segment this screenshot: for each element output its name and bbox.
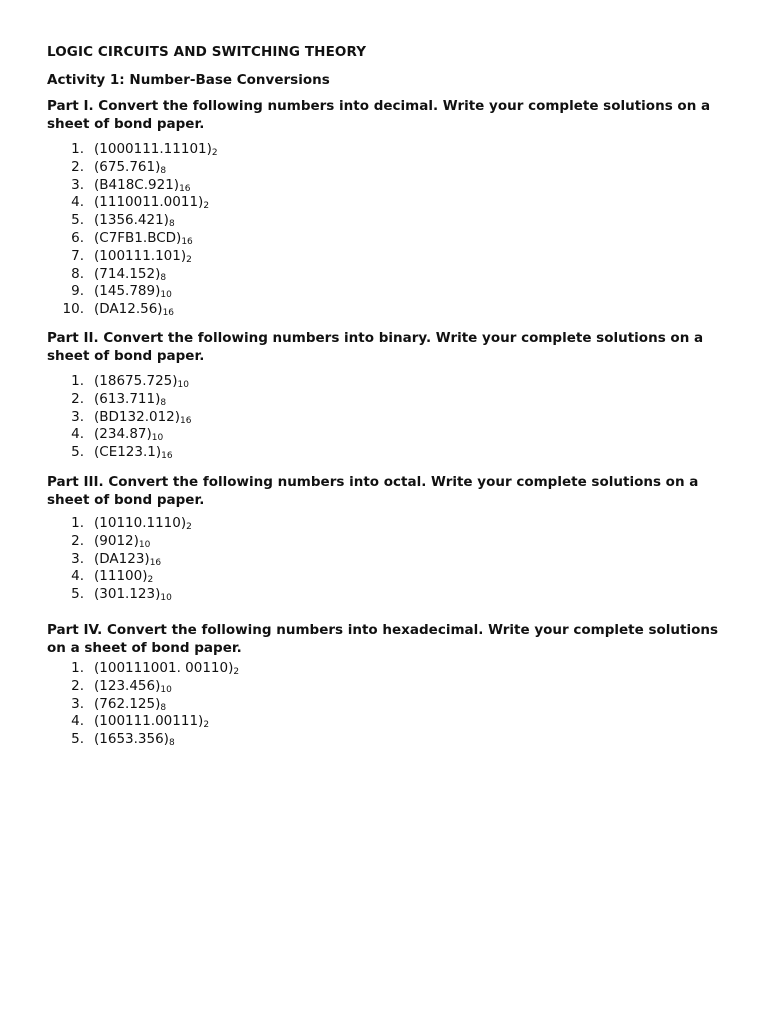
list-item <box>47 586 737 604</box>
list-item <box>47 426 737 444</box>
item-base: 2 <box>203 201 210 212</box>
item-number: 2. <box>71 158 84 175</box>
item-base: 8 <box>160 272 167 283</box>
item-base: 10 <box>177 380 189 390</box>
item-value: (301.123) <box>94 586 161 603</box>
item-value: (234.87) <box>94 426 152 443</box>
part-1-heading: Part I. Convert the following numbers into decimal. Write your complete solutions on a sheet of bond paper. <box>47 98 711 132</box>
item-value: (100111001. 00110) <box>94 660 234 676</box>
item-value: (1653.356) <box>94 731 169 748</box>
list-item <box>47 713 737 731</box>
item-value: (100111.00111) <box>94 713 204 730</box>
item-base: 2 <box>147 575 154 586</box>
item-number: 5. <box>71 586 84 603</box>
item-number: 1. <box>71 660 84 676</box>
list-item <box>47 283 737 301</box>
list-item <box>47 678 737 696</box>
item-base: 10 <box>160 684 172 695</box>
part-1-list <box>47 141 737 319</box>
item-base: 10 <box>151 433 164 444</box>
item-number: 4. <box>71 713 84 730</box>
item-base: 16 <box>149 557 162 568</box>
item-value: (B418C.921) <box>94 176 180 193</box>
list-item <box>47 266 737 284</box>
list-item <box>47 444 737 462</box>
item-value: (100111.101) <box>94 247 187 264</box>
part-3-heading: Part III. Convert the following numbers into octal. Write your complete solutions on a sheet of bond paper. <box>47 474 699 508</box>
item-value: (9012) <box>94 532 139 549</box>
list-item <box>47 212 737 230</box>
item-number: 7. <box>71 247 84 264</box>
item-base: 16 <box>180 415 192 426</box>
list-item <box>47 660 737 678</box>
item-number: 5. <box>71 212 84 229</box>
item-number: 4. <box>71 568 84 585</box>
item-number: 5. <box>71 444 84 461</box>
item-value: (714.152) <box>94 265 161 282</box>
item-number: 10. <box>62 301 84 318</box>
item-base: 8 <box>168 738 175 749</box>
list-item <box>47 141 737 159</box>
item-value: (1110011.0011) <box>94 194 204 211</box>
item-base: 2 <box>186 254 192 265</box>
item-value: (1000111.11101) <box>94 141 212 157</box>
item-value: (613.711) <box>94 390 161 407</box>
item-number: 4. <box>71 194 84 211</box>
item-value: (CE123.1) <box>94 444 162 461</box>
item-number: 5. <box>71 731 84 748</box>
list-item <box>47 194 737 212</box>
item-base: 16 <box>162 308 175 319</box>
part-4-section <box>47 621 737 749</box>
item-number: 2. <box>71 677 84 694</box>
part-4-heading: Part IV. Convert the following numbers into hexadecimal. Write your complete solutions on a sheet of bond paper. <box>47 622 719 656</box>
item-base: 10 <box>160 290 172 301</box>
item-value: (145.789) <box>94 283 161 300</box>
item-base: 16 <box>179 183 191 194</box>
item-number: 4. <box>71 426 84 443</box>
list-item <box>47 177 737 195</box>
item-base: 10 <box>138 539 151 550</box>
item-number: 3. <box>71 695 84 712</box>
item-number: 2. <box>71 532 84 549</box>
item-number: 6. <box>71 229 84 246</box>
part-2-heading: Part II. Convert the following numbers into binary. Write your complete solutions on a sheet of bond paper. <box>47 330 704 364</box>
item-value: (11100) <box>94 568 148 585</box>
item-base: 2 <box>233 667 240 677</box>
document-title: LOGIC CIRCUITS AND SWITCHING THEORY <box>47 44 367 60</box>
item-number: 9. <box>71 283 84 300</box>
item-value: (10110.1110) <box>94 515 187 531</box>
item-number: 3. <box>71 176 84 193</box>
item-base: 2 <box>203 720 210 731</box>
item-number: 1. <box>71 141 84 157</box>
part-4-list <box>47 660 737 749</box>
item-base: 16 <box>181 236 193 247</box>
item-base: 2 <box>186 522 192 532</box>
activity-title: Activity 1: Number-Base Conversions <box>47 72 330 88</box>
item-number: 3. <box>71 408 84 425</box>
list-item <box>47 301 737 319</box>
item-value: (762.125) <box>94 695 161 712</box>
item-value: (123.456) <box>94 677 161 694</box>
item-value: (DA12.56) <box>94 301 163 318</box>
item-value: (C7FB1.BCD) <box>94 229 182 246</box>
item-value: (1356.421) <box>94 212 169 229</box>
item-value: (BD132.012) <box>94 408 181 425</box>
item-base: 8 <box>160 702 167 713</box>
part-1-section <box>47 97 737 319</box>
list-item <box>47 409 737 427</box>
item-base: 8 <box>168 219 175 230</box>
part-3-list <box>47 515 737 604</box>
list-item <box>47 551 737 569</box>
item-base: 10 <box>160 593 172 604</box>
item-base: 8 <box>160 397 167 408</box>
list-item <box>47 248 737 266</box>
list-item <box>47 391 737 409</box>
list-item <box>47 533 737 551</box>
list-item <box>47 568 737 586</box>
list-item <box>47 731 737 749</box>
item-number: 1. <box>71 515 84 531</box>
part-2-section <box>47 329 737 462</box>
list-item <box>47 373 737 391</box>
part-2-list <box>47 373 737 462</box>
item-number: 1. <box>71 373 84 389</box>
list-item <box>47 230 737 248</box>
item-value: (DA123) <box>94 550 150 567</box>
list-item <box>47 696 737 714</box>
list-item <box>47 159 737 177</box>
item-value: (18675.725) <box>94 373 178 389</box>
item-number: 2. <box>71 390 84 407</box>
list-item <box>47 515 737 533</box>
item-number: 8. <box>71 265 84 282</box>
item-value: (675.761) <box>94 158 161 175</box>
part-3-section <box>47 473 737 604</box>
item-base: 8 <box>160 165 167 176</box>
item-base: 16 <box>161 451 173 462</box>
item-base: 2 <box>211 148 218 158</box>
item-number: 3. <box>71 550 84 567</box>
